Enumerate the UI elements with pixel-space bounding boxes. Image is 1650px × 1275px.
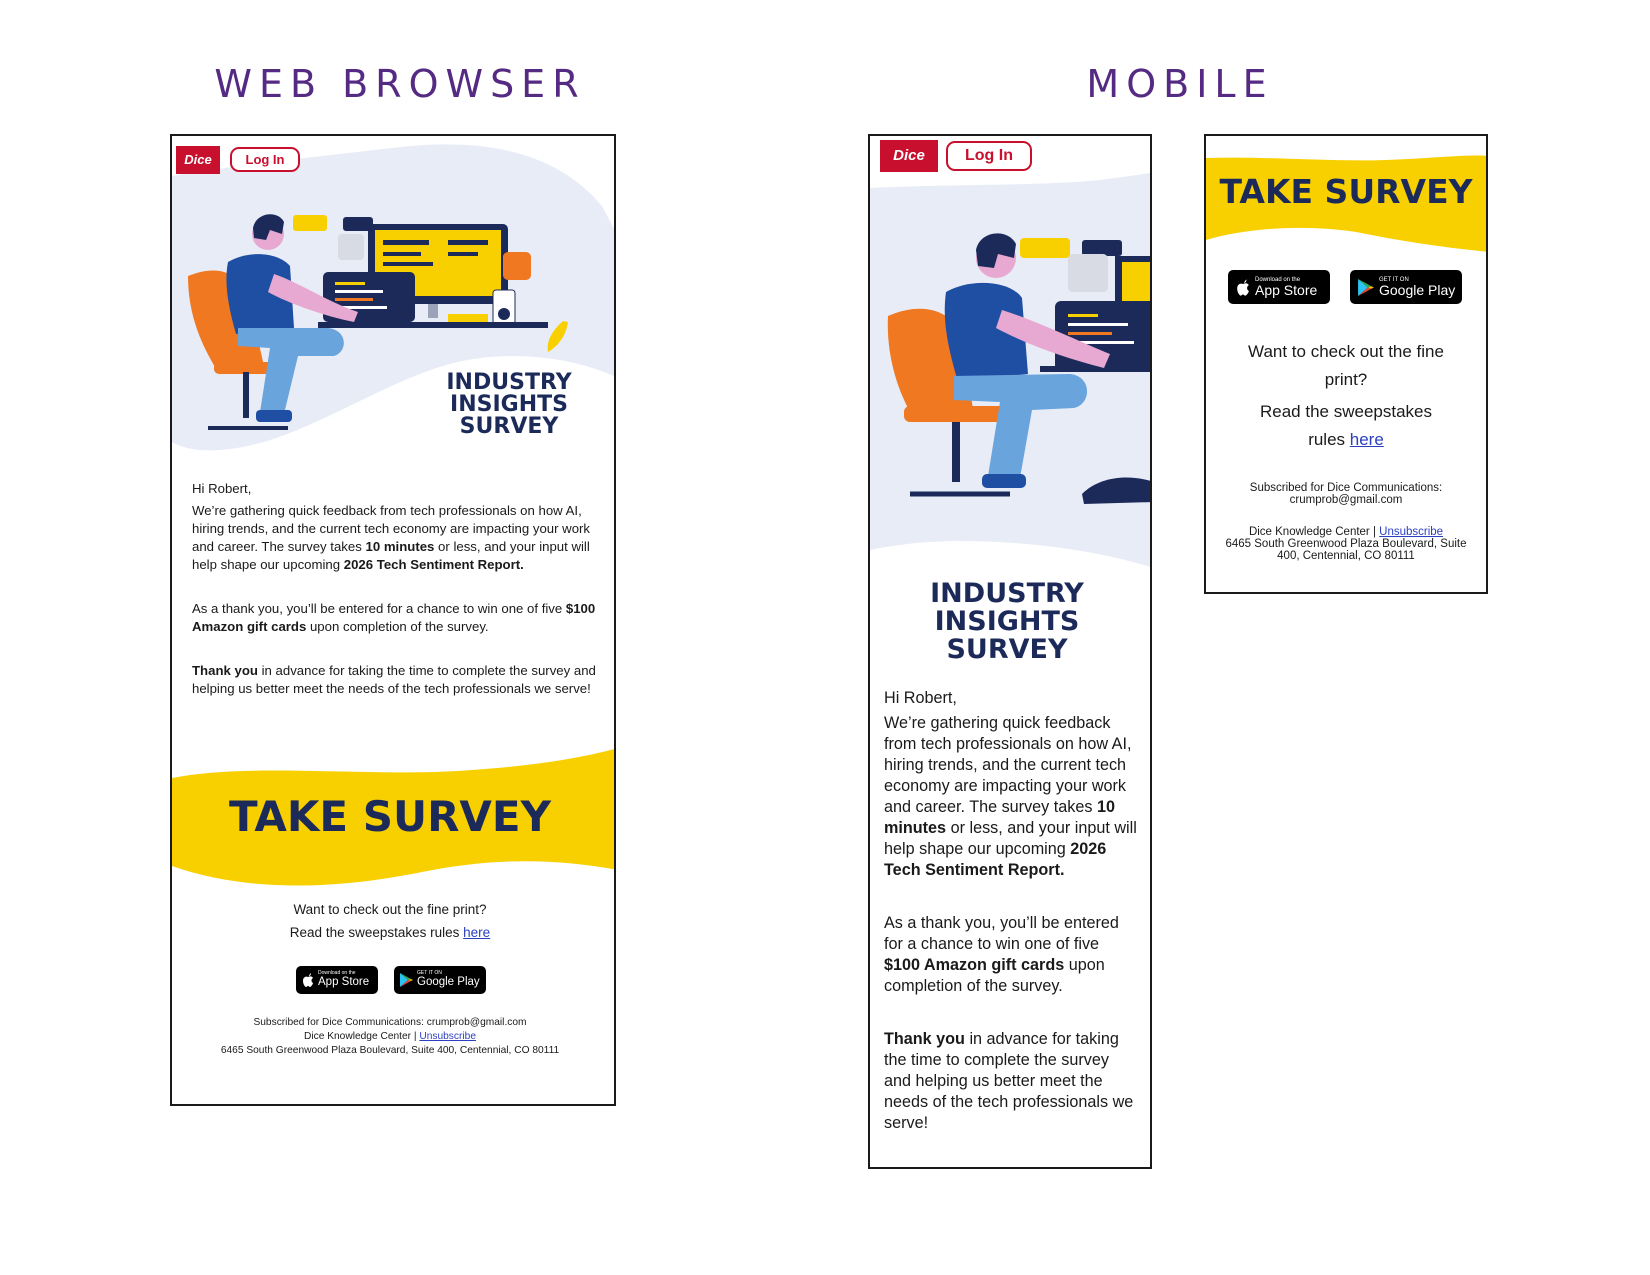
mobile-google-play-big-text: Google Play xyxy=(1379,281,1456,298)
mobile-subscriber-email: crumprob@gmail.com xyxy=(1289,494,1403,506)
fineprint xyxy=(172,898,608,944)
subscribed-line: Subscribed for Dice Communications: crumprob@gmail.com xyxy=(253,1017,527,1028)
hero-headline-line1: INDUSTRY xyxy=(446,370,572,395)
mobile-email-body xyxy=(884,688,1138,1134)
mobile-hero-headline xyxy=(870,580,1144,664)
footer xyxy=(172,1016,608,1058)
mobile-app-store-big-text: App Store xyxy=(1255,281,1318,298)
mobile-app-store-badge[interactable] xyxy=(1228,270,1330,304)
knowledge-center-line: Dice Knowledge Center | Unsubscribe xyxy=(304,1031,476,1042)
mobile-app-store-small-text: Download on the xyxy=(1255,276,1301,283)
mobile-email-frame xyxy=(868,134,1152,1169)
mobile-thank-you-paragraph: Thank you in advance for taking the time to complete the survey and helping us better meet the needs of the tech professionals we serve! xyxy=(884,1030,1134,1132)
mobile-fineprint-line2: Read the sweepstakes rules here xyxy=(1260,402,1432,449)
mobile-hero-headline-line1: INDUSTRY xyxy=(930,578,1084,609)
unsubscribe-link[interactable]: Unsubscribe xyxy=(419,1031,476,1042)
web-email-frame xyxy=(170,134,616,1106)
web-browser-title: WEB BROWSER xyxy=(214,62,586,106)
login-button[interactable]: Log In xyxy=(230,147,300,172)
mobile-prize-paragraph: As a thank you, you’ll be entered for a chance to win one of five $100 Amazon gift cards upon completion of the survey. xyxy=(884,914,1119,995)
mobile-google-play-icon xyxy=(1358,279,1374,296)
apple-logo-icon xyxy=(302,973,314,987)
dice-logo[interactable]: Dice xyxy=(176,146,220,174)
hero-headline-line2: INSIGHTS xyxy=(450,392,568,417)
mobile-google-play-small-text: GET IT ON xyxy=(1379,276,1409,283)
fineprint-line1: Want to check out the fine print? xyxy=(293,902,487,917)
mobile-unsubscribe-link[interactable]: Unsubscribe xyxy=(1379,526,1444,538)
mobile-hero-headline-line3: SURVEY xyxy=(946,634,1068,665)
mobile-fineprint xyxy=(1246,338,1446,454)
take-survey-button[interactable]: TAKE SURVEY xyxy=(228,792,552,841)
mobile-google-play-badge[interactable] xyxy=(1350,270,1462,304)
mobile-login-button[interactable]: Log In xyxy=(946,141,1032,171)
rules-link[interactable]: here xyxy=(463,925,491,940)
google-play-small-text: GET IT ON xyxy=(417,970,442,977)
mobile-rules-link[interactable]: here xyxy=(1349,430,1384,449)
google-play-big-text: Google Play xyxy=(417,976,480,989)
app-store-badge[interactable] xyxy=(296,966,378,994)
mobile-man-at-computer-illustration xyxy=(870,226,1152,526)
app-store-small-text: Download on the xyxy=(318,970,356,977)
prize-paragraph: As a thank you, you’ll be entered for a chance to win one of five $100 Amazon gift cards upon completion of the survey. xyxy=(192,601,596,634)
intro-paragraph: We’re gathering quick feedback from tech professionals on how AI, hiring trends, and the current tech economy are impacting your work and career. The survey takes 10 minutes or less, and your input will help shape our upcoming 2026 Tech Sentiment Report. xyxy=(192,503,591,572)
mobile-knowledge-center-line: Dice Knowledge Center | Unsubscribe xyxy=(1248,526,1444,538)
hero-headline-line3: SURVEY xyxy=(459,414,559,439)
mobile-intro-paragraph: We’re gathering quick feedback from tech professionals on how AI, hiring trends, and the current tech economy are impacting your work and career. The survey takes 10 minutes or less, and your input will help shape our upcoming 2026 Tech Sentiment Report. xyxy=(884,714,1137,879)
mobile-footer xyxy=(1206,482,1486,562)
mobile-take-survey-button[interactable]: TAKE SURVEY xyxy=(1219,172,1473,211)
mobile-greeting: Hi Robert, xyxy=(884,689,957,707)
mobile-title: MOBILE xyxy=(1086,62,1274,106)
google-play-icon xyxy=(400,973,413,987)
mobile-footer-frame xyxy=(1204,134,1488,594)
google-play-badge[interactable] xyxy=(394,966,486,994)
app-store-big-text: App Store xyxy=(318,976,370,989)
mobile-address-line: 6465 South Greenwood Plaza Boulevard, Suite 400, Centennial, CO 80111 xyxy=(1225,538,1467,562)
mobile-subscribed-line: Subscribed for Dice Communications: crumprob@gmail.com xyxy=(1249,482,1443,506)
email-body xyxy=(192,480,597,698)
mobile-fineprint-line1: Want to check out the fine print? xyxy=(1248,342,1444,389)
mobile-apple-logo-icon xyxy=(1236,279,1250,296)
thank-you-paragraph: Thank you in advance for taking the time to complete the survey and helping us better meet the needs of the tech professionals we serve! xyxy=(192,663,596,696)
fineprint-line2: Read the sweepstakes rules here xyxy=(289,925,491,940)
hero-headline xyxy=(424,372,594,438)
subscriber-email: crumprob@gmail.com xyxy=(426,1017,527,1028)
address-line: 6465 South Greenwood Plaza Boulevard, Suite 400, Centennial, CO 80111 xyxy=(220,1045,560,1056)
greeting: Hi Robert, xyxy=(192,481,252,496)
mobile-hero-headline-line2: INSIGHTS xyxy=(934,606,1080,637)
mobile-dice-logo[interactable]: Dice xyxy=(880,140,938,172)
